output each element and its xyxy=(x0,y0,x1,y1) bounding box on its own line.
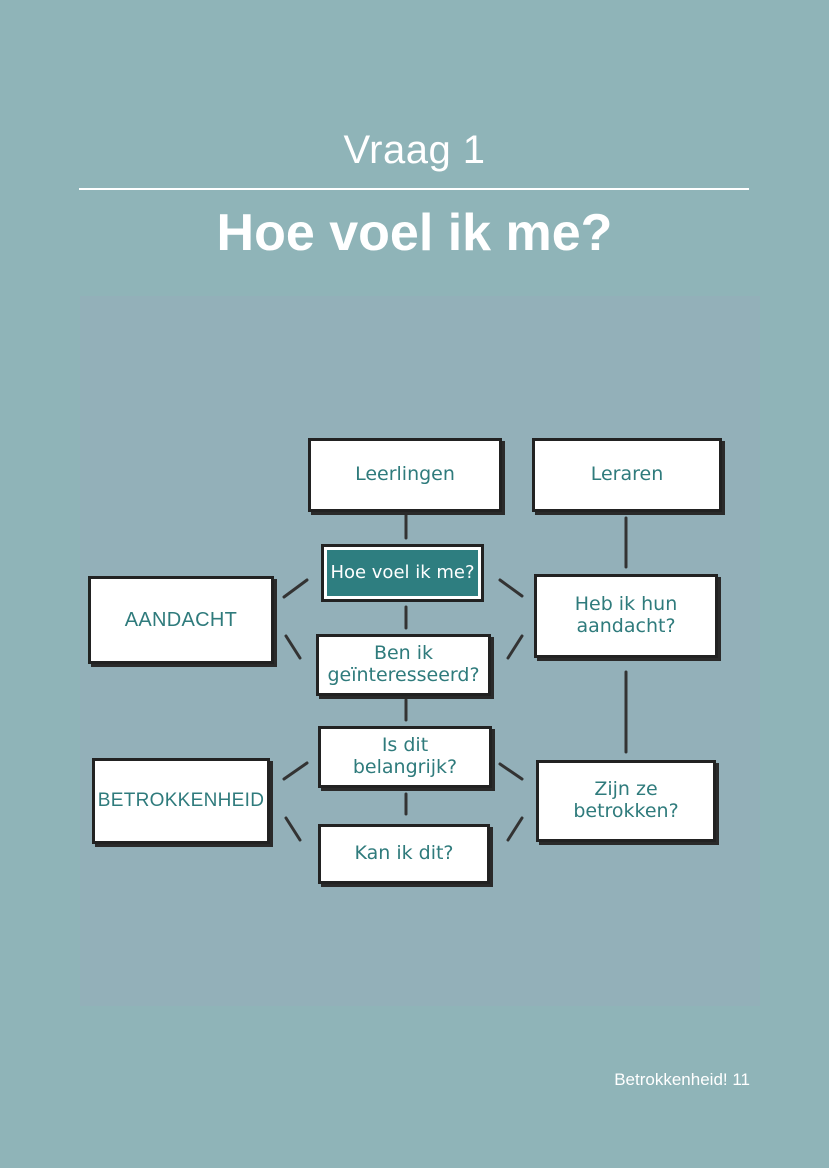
teacher-label xyxy=(573,779,678,823)
question-line: geïnteresseerd? xyxy=(327,664,480,686)
teacher-line: aandacht? xyxy=(576,615,676,637)
question-label: Hoe voel ik me? xyxy=(330,561,475,583)
page-footer: Betrokkenheid! 11 xyxy=(614,1070,750,1089)
question-line: Is dit xyxy=(381,734,429,757)
page-title: Hoe voel ik me? xyxy=(216,204,613,262)
question-line: belangrijk? xyxy=(352,756,458,778)
question-box-kan-ik-dit xyxy=(318,824,490,884)
category-betrokkenheid xyxy=(92,758,270,844)
teacher-box-betrokken xyxy=(536,760,716,842)
question-box-hoe-voel-ik-me xyxy=(324,547,481,599)
question-label: Kan ik dit? xyxy=(354,842,454,865)
header-leraren xyxy=(532,438,722,512)
header-leerlingen xyxy=(308,438,502,512)
category-aandacht xyxy=(88,576,274,664)
header-leerlingen-label: Leerlingen xyxy=(355,463,455,486)
teacher-box-aandacht xyxy=(534,574,718,658)
question-label xyxy=(327,643,479,687)
category-label: BETROKKENHEID xyxy=(97,790,265,812)
teacher-line: betrokken? xyxy=(573,800,679,822)
question-label xyxy=(353,735,457,779)
question-box-geinteresseerd xyxy=(316,634,491,696)
category-label: AANDACHT xyxy=(124,608,238,631)
teacher-line: Zijn ze xyxy=(594,778,658,801)
question-box-belangrijk xyxy=(318,726,492,788)
header-leraren-label: Leraren xyxy=(590,463,664,486)
teacher-label xyxy=(575,594,678,638)
question-number: Vraag 1 xyxy=(343,128,486,172)
question-line: Ben ik xyxy=(373,642,434,665)
teacher-line: Heb ik hun xyxy=(574,593,678,616)
